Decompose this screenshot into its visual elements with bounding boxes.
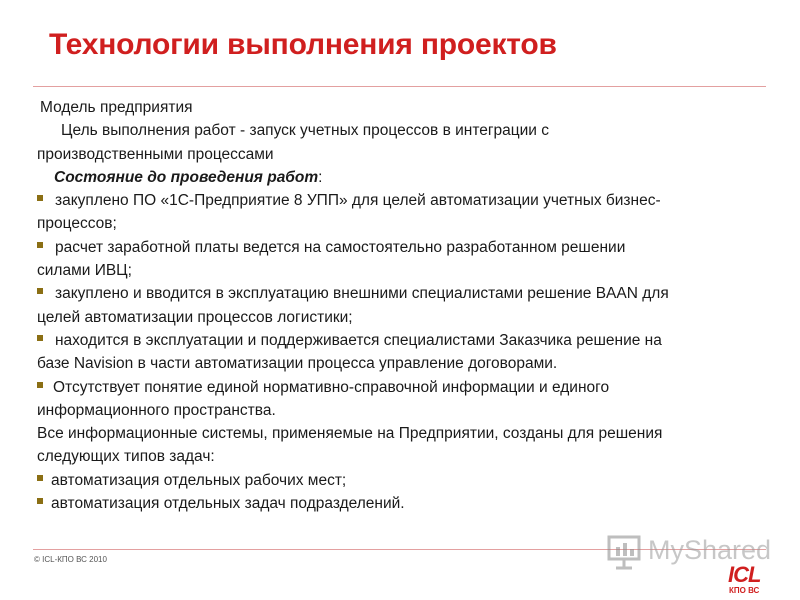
text-line: Все информационные системы, применяемые на Предприятии, созданы для решения — [37, 425, 663, 443]
list-item — [37, 329, 767, 352]
list-item — [37, 492, 767, 515]
list-item-text: закуплено ПО «1С-Предприятие 8 УПП» для целей автоматизации учетных бизнес- — [55, 192, 661, 210]
square-bullet-icon — [37, 475, 43, 481]
text-line: силами ИВЦ; — [37, 262, 132, 280]
list-item — [37, 469, 767, 492]
section-heading — [37, 166, 767, 189]
section-heading-colon: : — [318, 168, 323, 186]
title-divider — [33, 86, 766, 87]
square-bullet-icon — [37, 195, 43, 201]
text-line: производственными процессами — [37, 145, 274, 163]
list-item — [37, 236, 767, 259]
square-bullet-icon — [37, 288, 43, 294]
square-bullet-icon — [37, 242, 43, 248]
presentation-board-icon — [606, 533, 646, 573]
watermark-text: MyShared — [648, 535, 772, 565]
text-line: Модель предприятия — [40, 99, 193, 116]
list-item-text: закуплено и вводится в эксплуатацию внешними специалистами решение BAAN для — [55, 285, 669, 303]
text-line: информационного пространства. — [37, 401, 276, 419]
list-item-text: расчет заработной платы ведется на самостоятельно разработанном решении — [55, 238, 626, 256]
list-item-text: находится в эксплуатации и поддерживается специалистами Заказчика решение на — [55, 331, 662, 349]
square-bullet-icon — [37, 382, 43, 388]
logo-sub-text: КПО ВС — [729, 586, 760, 595]
text-line: базе Navision в части автоматизации процесса управление договорами. — [37, 355, 558, 373]
square-bullet-icon — [37, 335, 43, 341]
text-line: целей автоматизации процессов логистики; — [37, 308, 353, 326]
text-line: процессов; — [37, 215, 117, 233]
list-item-text: автоматизация отдельных рабочих мест; — [51, 471, 347, 489]
logo-main-text: ICL — [728, 562, 761, 587]
text-line: следующих типов задач: — [37, 448, 215, 466]
list-item — [37, 189, 767, 212]
section-heading-label: Состояние до проведения работ — [54, 168, 319, 186]
list-item-text: автоматизация отдельных задач подразделений. — [51, 495, 405, 513]
slide-body — [37, 96, 767, 515]
list-item — [37, 282, 767, 305]
list-item-text: Отсутствует понятие единой нормативно-справочной информации и единого — [53, 378, 610, 396]
slide-title: Технологии выполнения проектов — [49, 28, 557, 61]
list-item — [37, 376, 767, 399]
copyright-text: © ICL-КПО ВС 2010 — [34, 555, 107, 564]
square-bullet-icon — [37, 498, 43, 504]
text-line: Цель выполнения работ - запуск учетных процессов в интеграции с — [61, 122, 550, 140]
company-logo — [728, 562, 774, 596]
